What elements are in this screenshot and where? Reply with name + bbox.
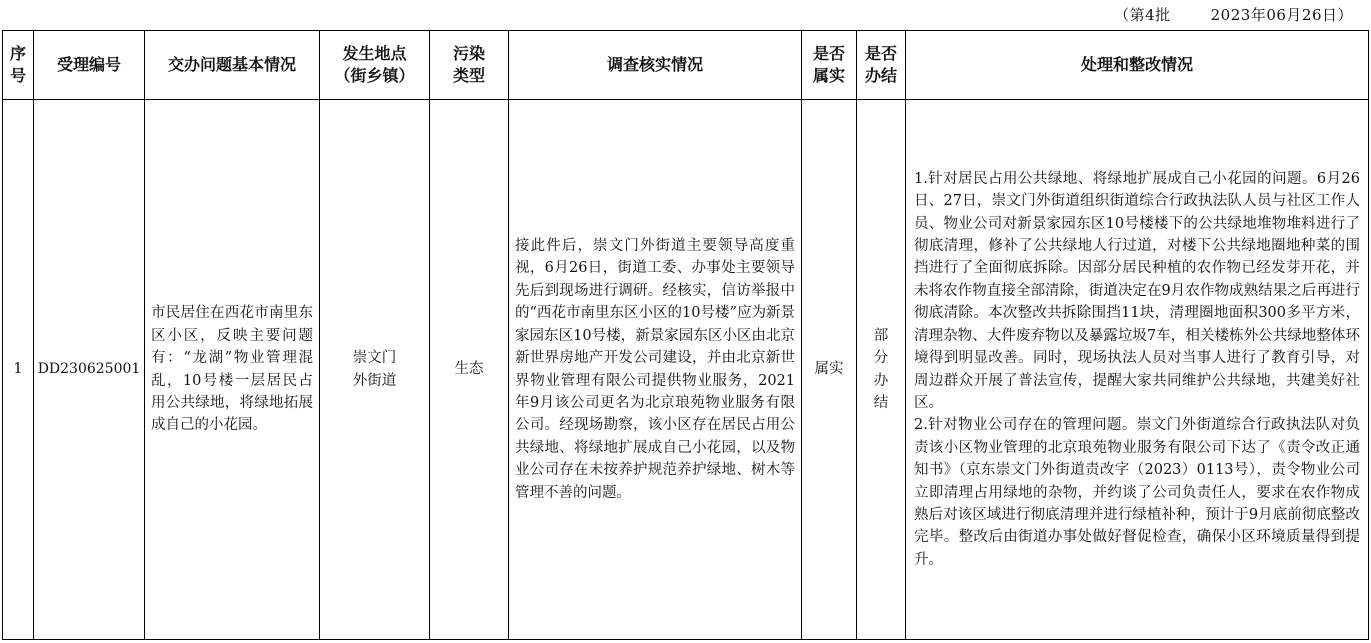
check-text: 接此件后，崇文门外街道主要领导高度重视，6月26日，街道工委、办事处主要领导先后到现场进行调研。经核实，信访举报中的“西花市南里东区小区的10号楼”应为新景家园东区10号楼，新景家园东区小区由北京新世界房地产开发公司建设，并由北京新世界物业管理有限公司提供物业服务，2021年9月该公司更名为北京琅苑物业服务有限公司。经现场勘察，该小区存在居民占用公共绿地、将绿地扩展成自己小花园，以及物业公司存在未按养护规范养护绿地、树木等管理不善的问题。 bbox=[515, 238, 795, 501]
header-type bbox=[430, 31, 509, 100]
cell-real: 属实 bbox=[802, 100, 857, 640]
header-place-line2: （街乡镇） bbox=[334, 66, 415, 85]
done-text: 部分办结 bbox=[873, 327, 889, 411]
header-seq bbox=[3, 31, 34, 100]
table-row bbox=[3, 100, 1369, 640]
table-header-row bbox=[3, 31, 1369, 100]
header-real-line1: 是否 bbox=[812, 44, 845, 63]
header-place-line1: 发生地点 bbox=[342, 44, 407, 63]
header-done-line1: 是否 bbox=[864, 44, 897, 63]
report-date: 2023年06月26日） bbox=[1210, 6, 1353, 24]
cell-id: DD230625001 bbox=[34, 100, 145, 640]
header-id: 受理编号 bbox=[34, 31, 145, 100]
header-handle: 处理和整改情况 bbox=[906, 31, 1369, 100]
header-type-line1: 污染 bbox=[452, 44, 485, 63]
cell-check bbox=[509, 100, 802, 640]
cell-problem bbox=[145, 100, 320, 640]
problem-text: 市民居住在西花市南里东区小区，反映主要问题有：“龙湖”物业管理混乱，10号楼一层居民占用公共绿地，将绿地拓展成自己的小花园。 bbox=[151, 305, 313, 434]
batch-number: （第4批 bbox=[1114, 6, 1171, 24]
handle-text bbox=[906, 168, 1368, 571]
header-seq-label: 序号 bbox=[9, 44, 26, 85]
batch-date-line bbox=[1114, 4, 1353, 25]
header-done bbox=[857, 31, 906, 100]
header-problem: 交办问题基本情况 bbox=[145, 31, 320, 100]
place-text: 崇文门外街道 bbox=[352, 350, 397, 389]
header-done-line2: 办结 bbox=[864, 66, 897, 85]
header-real bbox=[802, 31, 857, 100]
header-real-line2: 属实 bbox=[812, 66, 845, 85]
header-check: 调查核实情况 bbox=[509, 31, 802, 100]
cell-handle bbox=[906, 100, 1369, 640]
cell-seq: 1 bbox=[3, 100, 34, 640]
cell-place bbox=[320, 100, 430, 640]
complaint-table bbox=[2, 30, 1369, 640]
handle-paragraph-2: 2.针对物业公司存在的管理问题。崇文门外街道综合行政执法队对负责该小区物业管理的北京琅苑物业服务有限公司下达了《责令改正通知书》（京东崇文门外街道责改字（2023）0113号），责令物业公司立即清理占用绿地的杂物，并约谈了公司负责任人，要求在农作物成熟后对该区域进行彻底清理并进行绿植补种，预计于9月底前彻底整改完毕。整改后由街道办事处做好督促检查，确保小区环境质量得到提升。 bbox=[914, 417, 1360, 568]
cell-done bbox=[857, 100, 906, 640]
handle-paragraph-1: 1.针对居民占用公共绿地、将绿地扩展成自己小花园的问题。6月26日、27日，崇文门外街道组织街道综合行政执法队人员与社区工作人员、物业公司对新景家园东区10号楼楼下的公共绿地堆物堆料进行了彻底清理，修补了公共绿地人行过道，对楼下公共绿地圈地种菜的围挡进行了全面彻底拆除。因部分居民种植的农作物已经发芽开花，并未将农作物直接全部清除，街道决定在9月农作物成熟结果之后再进行彻底清除。本次整改共拆除围挡11块，清理圈地面积300多平方米，清理杂物、大件废弃物以及暴露垃圾7车，相关楼栋外公共绿地整体环境得到明显改善。同时，现场执法人员对当事人进行了教育引导，对周边群众开展了普法宣传，提醒大家共同维护公共绿地，共建美好社区。 bbox=[914, 170, 1360, 411]
header-type-line2: 类型 bbox=[452, 66, 485, 85]
header-place bbox=[320, 31, 430, 100]
cell-type: 生态 bbox=[430, 100, 509, 640]
